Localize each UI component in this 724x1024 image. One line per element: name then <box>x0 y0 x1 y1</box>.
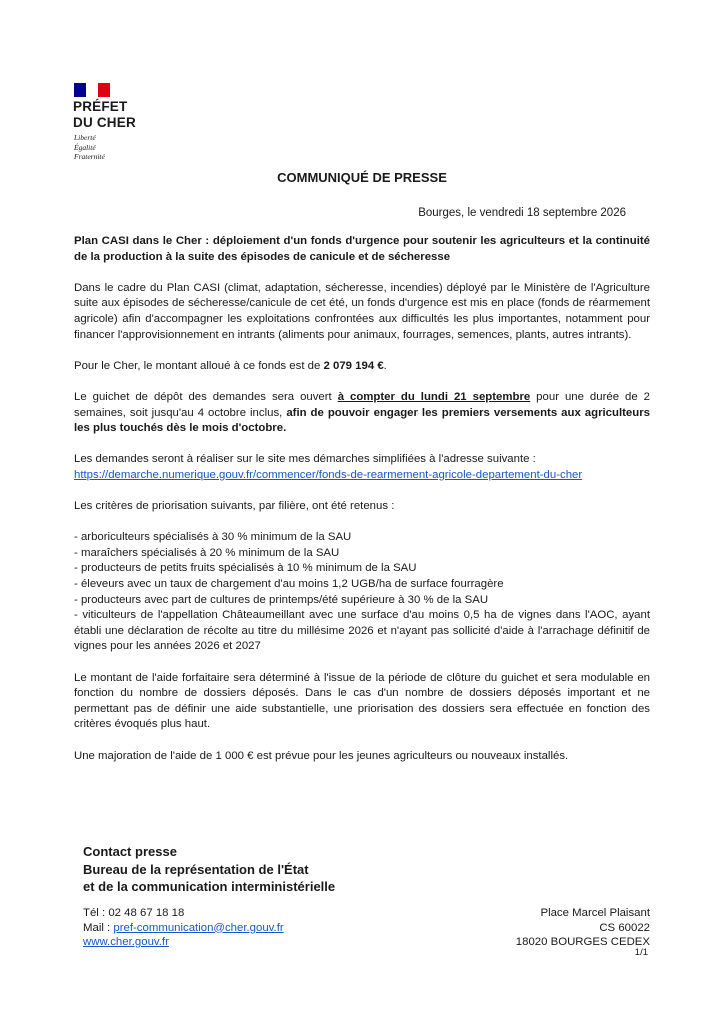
french-flag-logo <box>74 83 110 97</box>
amount-end: . <box>383 359 387 372</box>
postal-address <box>516 906 650 950</box>
flag-red-stripe <box>98 83 110 97</box>
amount-text: Pour le Cher, le montant alloué à ce fonds est de <box>74 359 324 372</box>
office-line2: et de la communication interministérielle <box>83 879 336 894</box>
aid-amount-paragraph: Le montant de l'aide forfaitaire sera déterminé à l'issue de la période de clôture du guichet et sera modulable en fonction du nombre de dossiers déposés. Dans le cas d'un nombre de dossiers déposés important et ne permettant pas de définir une aide substantielle, une priorisation des dossiers sera effectuée en fonction des critères évoqués plus haut. <box>74 671 650 731</box>
address-line1: Place Marcel Plaisant <box>540 907 650 919</box>
republic-motto <box>74 133 105 162</box>
criteria-list <box>74 530 650 655</box>
flag-blue-stripe <box>74 83 86 97</box>
opening-date: à compter du lundi 21 septembre <box>337 390 531 403</box>
deadline-text-2: pour une durée de 2 semaines, soit jusqu'au 4 octobre inclus, <box>74 390 650 419</box>
mail-label: Mail : <box>83 921 114 934</box>
office-line1: Bureau de la représentation de l'État <box>83 861 309 877</box>
deadline-text-1: Le guichet de dépôt des demandes sera ouvert <box>74 390 338 403</box>
motto-fraternite: Fraternité <box>74 152 105 161</box>
prefet-line2: DU CHER <box>73 114 136 130</box>
deadline-paragraph <box>74 390 650 437</box>
young-farmers-paragraph: Une majoration de l'aide de 1 000 € est prévue pour les jeunes agriculteurs ou nouveaux installés. <box>74 749 569 762</box>
prefecture-name <box>73 99 136 130</box>
contact-email-link[interactable]: pref-communication@cher.gouv.fr <box>113 921 284 934</box>
criteria-item-eleveurs: - éleveurs avec un taux de chargement d'au moins 1,2 UGB/ha de surface fourragère <box>74 578 504 591</box>
release-title: Plan CASI dans le Cher : déploiement d'un fonds d'urgence pour soutenir les agriculteurs et la continuité de la production à la suite des épisodes de canicule et de sécheresse <box>74 235 650 263</box>
dateline: Bourges, le vendredi 18 septembre 2026 <box>418 207 626 219</box>
intro-paragraph: Dans le cadre du Plan CASI (climat, adaptation, sécheresse, incendies) déployé par le Ministère de l'Agriculture suite aux épisodes de sécheresse/canicule de cet été, un fonds d'urgence est mis en place (fonds de réarmement agricole) afin d'accompagner les exploitations confrontées aux difficultés les plus importantes, notamment pour financer l'approvisionnement en intrants (aliments pour animaux, fourrages, semences, plants, autres intrants). <box>74 281 650 341</box>
page-number: 1/1 <box>634 947 648 958</box>
prefet-line1: PRÉFET <box>73 99 128 114</box>
payment-goal: afin de pouvoir engager les premiers versements aux agriculteurs les plus touchés dès le mois d'octobre <box>74 406 650 435</box>
contact-title: Contact presse <box>83 844 177 859</box>
criteria-item-petits-fruits: - producteurs de petits fruits spécialisés à 10 % minimum de la SAU <box>74 562 417 575</box>
motto-egalite: Égalité <box>74 142 96 152</box>
website-link[interactable]: www.cher.gouv.fr <box>83 936 169 948</box>
deadline-end: . <box>283 422 287 435</box>
fund-amount: 2 079 194 € <box>323 359 384 372</box>
criteria-item-maraichers: - maraîchers spécialisés à 20 % minimum de la SAU <box>74 546 340 559</box>
motto-liberte: Liberté <box>74 133 96 142</box>
press-contact <box>83 843 335 896</box>
address-line2: CS 60022 <box>599 921 650 934</box>
press-release-body <box>74 234 650 764</box>
contact-details <box>83 906 284 950</box>
criteria-item-cultures-printemps: - producteurs avec part de cultures de printemps/été supérieure à 30 % de la SAU <box>74 593 489 606</box>
application-link[interactable]: https://demarche.numerique.gouv.fr/commencer/fonds-de-rearmement-agricole-departement-du-cher <box>74 468 583 481</box>
criteria-item-arboriculteurs: - arboriculteurs spécialisés à 30 % minimum de la SAU <box>74 531 352 544</box>
contact-phone: Tél : 02 48 67 18 18 <box>83 907 185 919</box>
address-line3: 18020 BOURGES CEDEX <box>515 936 650 948</box>
contact-mail-row <box>83 921 284 936</box>
amount-paragraph <box>74 359 650 375</box>
application-text: Les demandes seront à réaliser sur le site mes démarches simplifiées à l'adresse suivante : <box>74 453 536 466</box>
website-row <box>83 935 284 950</box>
document-type-heading: COMMUNIQUÉ DE PRESSE <box>277 170 447 185</box>
criteria-item-viticulteurs: - viticulteurs de l'appellation Châteaumeillant avec une surface d'au moins 0,5 ha de vignes dans l'AOC, ayant établi une déclaration de récolte au titre du millésime 2026 et n'ayant pas sollicité d'aide à l'arrachage définitif de vignes pour les années 2026 et 2027 <box>74 609 650 653</box>
flag-white-stripe <box>86 83 98 97</box>
application-paragraph <box>74 452 650 483</box>
criteria-intro: Les critères de priorisation suivants, par filière, ont été retenus : <box>74 500 395 513</box>
